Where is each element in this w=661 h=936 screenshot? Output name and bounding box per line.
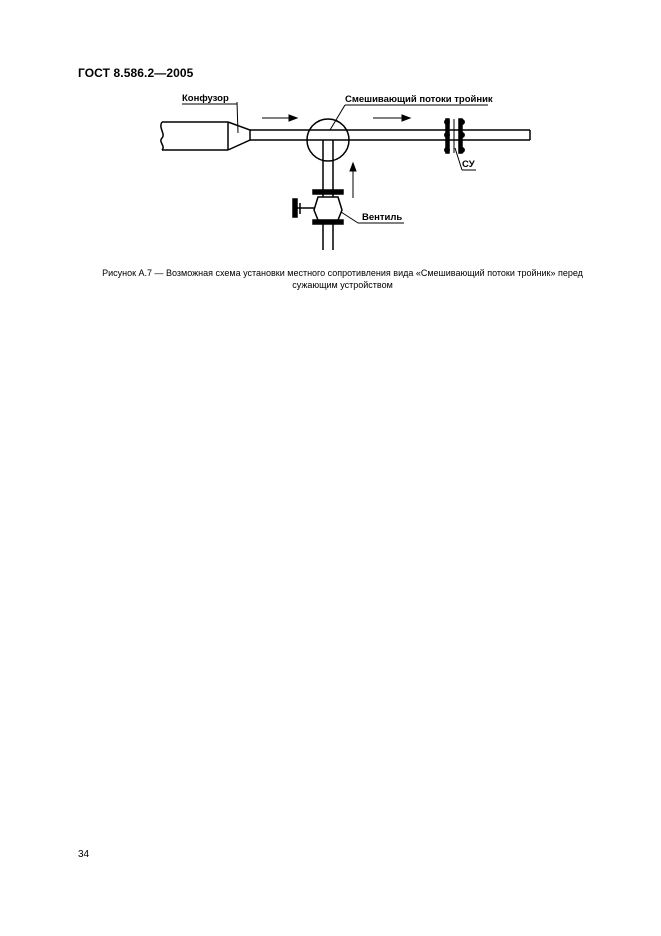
valve-handwheel (293, 199, 297, 217)
su-bolt-1 (445, 120, 449, 124)
document-header: ГОСТ 8.586.2—2005 (78, 66, 194, 80)
su-bolt-2 (460, 120, 464, 124)
tee-leader (330, 105, 345, 130)
flow-arrow-1-head (289, 115, 297, 121)
valve-upper-flange (313, 190, 343, 194)
su-bolt-3 (445, 133, 449, 137)
su-bolt-5 (445, 148, 449, 152)
flow-arrow-up-head (350, 163, 356, 171)
label-confuser: Конфузор (182, 93, 229, 104)
label-valve: Вентиль (362, 212, 403, 223)
confuser-leader (237, 102, 238, 133)
label-mixing-tee: Смешивающий потоки тройник (345, 94, 493, 105)
page-number: 34 (78, 849, 90, 860)
inlet-pipe-break (161, 122, 163, 150)
piping-diagram (0, 0, 661, 260)
figure-caption (60, 267, 625, 291)
su-bolt-4 (460, 133, 464, 137)
confuser-shape (228, 122, 250, 150)
label-orifice-device: СУ (462, 159, 475, 170)
flow-arrow-2-head (402, 115, 410, 121)
su-bolt-6 (460, 148, 464, 152)
caption-line-2: сужающим устройством (292, 280, 393, 290)
caption-line-1: Рисунок А.7 — Возможная схема установки местного сопротивления вида «Смешивающий потоки тройник» перед (102, 268, 583, 278)
valve-body (314, 197, 342, 220)
large-inlet-pipe (162, 122, 228, 150)
